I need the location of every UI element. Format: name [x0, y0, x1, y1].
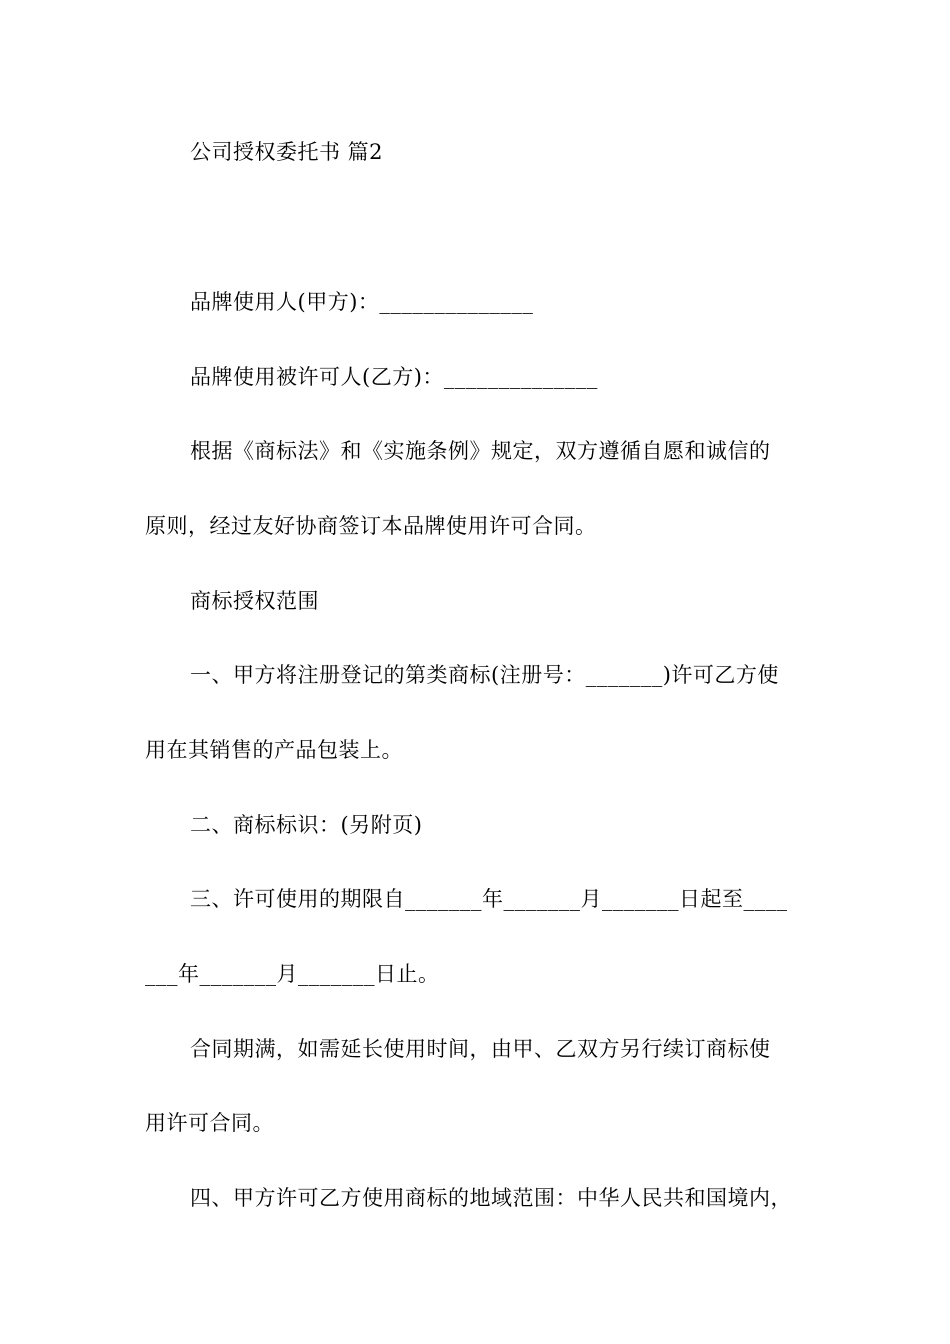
clause-4-line-1: 四、甲方许可乙方使用商标的地域范围：中华人民共和国境内，: [190, 1186, 792, 1210]
renewal-line-2: 用许可合同。: [145, 1111, 274, 1135]
clause-3-line-2: ___年_______月_______日止。: [145, 962, 440, 986]
paragraph-basis-line-1: 根据《商标法》和《实施条例》规定，双方遵循自愿和诚信的: [190, 439, 771, 463]
clause-2-line: 二、商标标识：(另附页): [190, 813, 423, 837]
renewal-line-1: 合同期满，如需延长使用时间，由甲、乙双方另行续订商标使: [190, 1037, 771, 1061]
party-a-line: 品牌使用人(甲方)：______________: [190, 290, 534, 314]
document-title: 公司授权委托书 篇2: [190, 140, 384, 164]
clause-3-line-1: 三、许可使用的期限自_______年_______月_______日起至____: [190, 887, 788, 911]
clause-1-line-2: 用在其销售的产品包装上。: [145, 738, 403, 762]
party-b-line: 品牌使用被许可人(乙方)：______________: [190, 365, 598, 389]
paragraph-basis-line-2: 原则，经过友好协商签订本品牌使用许可合同。: [145, 514, 597, 538]
clause-1-line-1: 一、甲方将注册登记的第类商标(注册号：_______)许可乙方使: [190, 663, 779, 687]
section-heading: 商标授权范围: [190, 589, 319, 613]
